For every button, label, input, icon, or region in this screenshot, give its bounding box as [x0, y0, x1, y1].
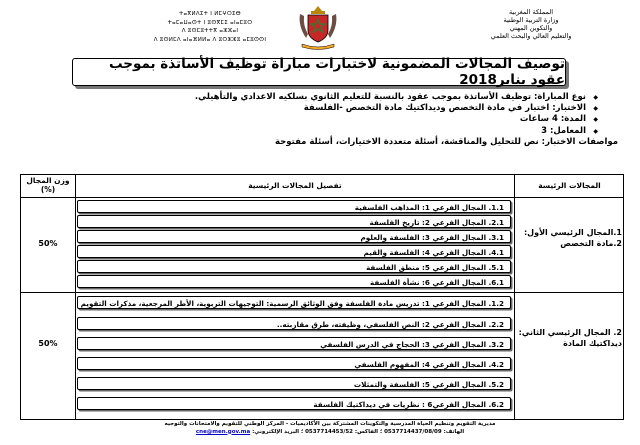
coat-of-arms-icon — [296, 4, 340, 50]
subdomain-item: 4.2. المجال الفرعي 4: المفهوم الفلسفي — [77, 357, 511, 370]
header-domain-details: تفصيل المجالات الرئيسية — [248, 181, 342, 190]
footer-contact — [120, 429, 540, 437]
footer-organization: مديرية التقويم وتنظيم الحياة المدرسية والتكوينات المشتركة بين الأكاديميات - المركز الوطني للتقويم والامتحانات والتوجيه — [164, 421, 496, 427]
subdomain-item: 6.2. المجال الفرعي6 : نظريات في ديداكتيك الفلسفة — [77, 397, 511, 410]
domains-table — [20, 174, 624, 420]
subdomain-item: 3.2. المجال الفرعي 3: الحجاج في الدرس الفلسفي — [77, 337, 511, 350]
footer — [120, 421, 540, 436]
subdomain-item: 5.2. المجال الفرعي 5: الفلسفة والتمثلات — [77, 377, 511, 390]
table-divider — [21, 197, 623, 198]
email-link[interactable]: cne@men.gov.ma — [195, 428, 251, 435]
spec-item: ◆ المعامل: 3 — [18, 126, 586, 137]
header-domain-weight: وزن المجال (%) — [26, 176, 70, 194]
exam-specifications — [18, 92, 618, 148]
ministry-name-tifinagh: ⵜⴰⴳⵍⴷⵉⵜ ⵏ ⵍⵎⵖⵔⵉⴱ ⵜⴰⵎⴰⵡⴰⵙⵜ ⵏ ⵓⵙⴳⵎⵉ ⴰⵏⴰⵎⵓⵔ ⴷ ⵓⵙⵎⵓⵜⵜⴳ ⴰⵣⵣⴰⵏ ⴷ ⵓⵙⵍⵎⴷ ⴰⵏⴰⴼⵍⵍⴰ ⴷ ⵓⵔⵣⵣⵓ ⴰⵎⵓⵙⵙⵏ — [153, 11, 267, 43]
subdomain-item: 5.1. المجال الفرعي 5: منطق الفلسفة — [77, 260, 511, 273]
subdomain-item: 2.1. المجال الفرعي 2: تاريخ الفلسفة — [77, 215, 511, 228]
table-divider — [75, 175, 76, 419]
subdomain-item: 4.1. المجال الفرعي 4: الفلسفة والقيم — [77, 245, 511, 258]
spec-item: ◆ نوع المباراة: توظيف الأساتذة بموجب عقود بالنسبة للتعليم الثانوي بسلكيه الاعدادي والتأهيلي. — [18, 92, 586, 103]
spec-item: ◆ المدة: 4 ساعات — [18, 114, 586, 125]
footer-phone-fax: الهاتف: 0537714437/08/09 ؛ الفاكس: 0537714453/52 ؛ البريد الإلكتروني: — [252, 428, 465, 435]
page-title: توصيف المجالات المضمونية لاختبارات مباراة توظيف الأساتذة بموجب عقود يناير2018 — [72, 58, 566, 86]
subdomain-item: 2.2. المجال الفرعي 2: النص الفلسفي، وظيفته، طرق مقاربته.. — [77, 317, 511, 330]
spec-item: ◆ الاختبار: اختبار في مادة التخصص وديداكتيك مادة التخصص -الفلسفة — [18, 103, 586, 114]
subdomain-item: 6.1. المجال الفرعي 6: نشأة الفلسفة — [77, 275, 511, 288]
table-divider — [21, 292, 623, 293]
letterhead — [0, 0, 640, 56]
main-domain-1: 1.المجال الرئيسي الأول: 2.مادة التخصص — [523, 228, 622, 248]
subdomain-item: 1.1. المجال الفرعي 1: المذاهب الفلسفية — [77, 200, 511, 213]
spec-item-format: مواصفات الاختبار: نص للتحليل والمناقشة، أسئلة متعددة الاختيارات، أسئلة مفتوحة — [274, 136, 618, 147]
domain-weight-1: 50% — [38, 239, 58, 248]
subdomain-item: 3.1. المجال الفرعي 3: الفلسفة والعلوم — [77, 230, 511, 243]
ministry-name-arabic: المملكة المغربية وزارة التربية الوطنية والتكوين المهني والتعليم العالي والبحث العلمي — [490, 8, 572, 40]
main-domain-2: 2. المجال الرئيسي الثاني: ديداكتيك المادة — [518, 328, 622, 348]
domain-weight-2: 50% — [38, 339, 58, 348]
table-divider — [514, 175, 515, 419]
header-main-domains: المجالات الرئيسة — [538, 181, 601, 190]
subdomain-item: 1.2. المجال الفرعي 1: تدريس مادة الفلسفة وفق الوثائق الرسمية: التوجيهات التربوية، الأطر المرجعية، مذكرات التقويم — [77, 296, 511, 309]
